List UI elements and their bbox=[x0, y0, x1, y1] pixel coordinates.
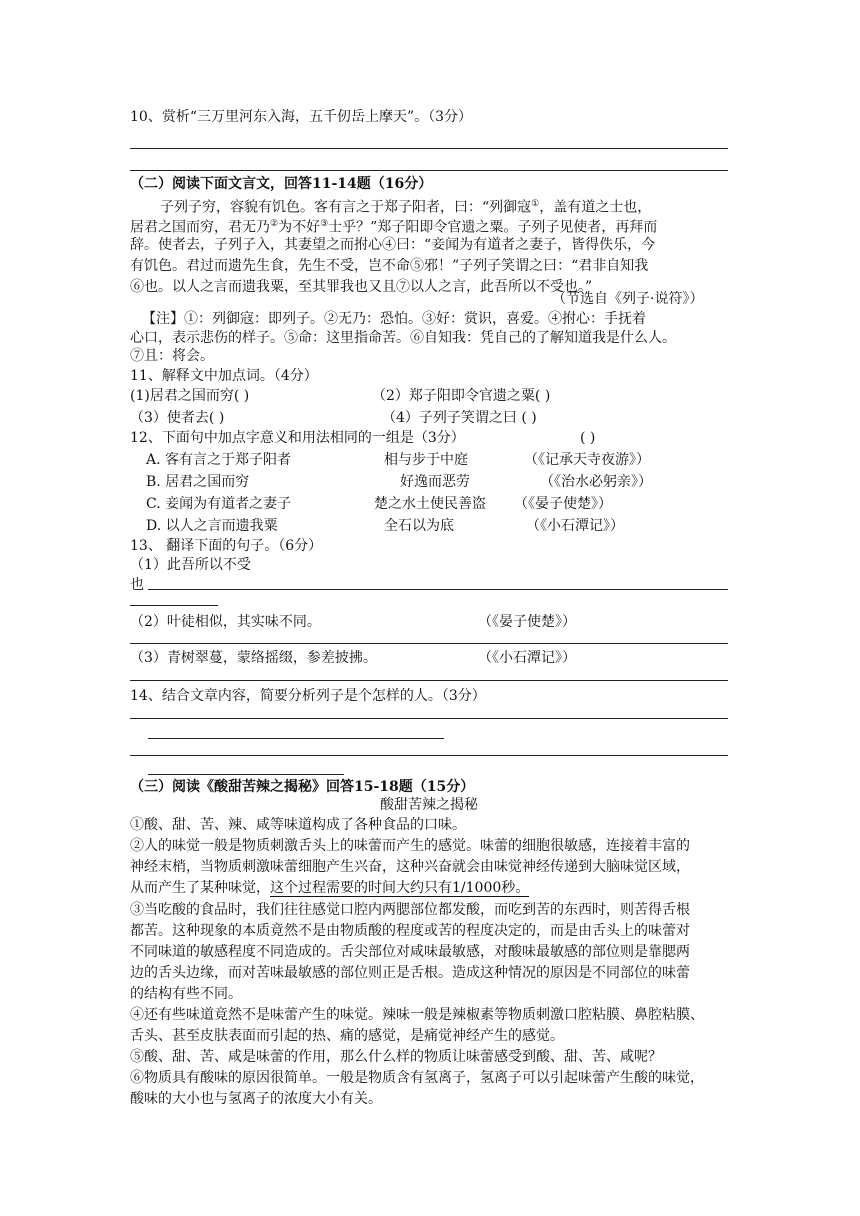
question-13-sentence-1: （1）此吾所以不受 bbox=[130, 557, 251, 573]
classical-text-line-3: 辞。使者去，子列子入，其妻望之而拊心④曰：“妾闻为有道者之妻子，皆得佚乐，今 bbox=[130, 237, 656, 253]
section-3-title: （三）阅读《酸甜苦辣之揭秘》回答15-18题（15分） bbox=[130, 779, 475, 795]
paragraph-3-line-2: 都苦。这种现象的本质竟然不是由物质酸的程度或苦的程度决定的，而是由舌头上的味蕾对 bbox=[130, 923, 690, 939]
paragraph-2-line-3: 从而产生了某种味觉，这个过程需要的时间大约只有1/1000秒。 bbox=[130, 880, 530, 896]
option-d-compare: 全石以为底 bbox=[384, 518, 454, 534]
classical-text-line-5: ⑥也。以人之言而遗我粟，至其罪我也又且⑦以人之言，此吾所以不受也。” bbox=[130, 279, 593, 295]
answer-line[interactable] bbox=[130, 148, 728, 149]
question-13-sentence-3-source: （《小石潭记》） bbox=[478, 650, 576, 666]
answer-line[interactable] bbox=[130, 680, 728, 681]
option-a-source: （《记承天寺夜游》） bbox=[524, 452, 650, 468]
answer-line[interactable] bbox=[130, 643, 728, 644]
question-13-title: 13、 翻译下面的句子。（6分） bbox=[130, 538, 323, 554]
question-12-title: 12、下面句中加点字意义和用法相同的一组是（3分） bbox=[130, 430, 465, 446]
option-a-compare: 相与步于中庭 bbox=[384, 452, 468, 468]
question-14: 14、结合文章内容，简要分析列子是个怎样的人。（3分） bbox=[130, 688, 486, 704]
classical-text-line-1: 子列子穷，容貌有饥色。客有言之于郑子阳者，曰：“列御寇①，盖有道之士也， bbox=[160, 199, 652, 216]
paragraph-4-line-1: ④还有些味道竟然不是味蕾产生的味觉。辣味一般是辣椒素等物质刺激口腔粘膜、鼻腔粘膜、 bbox=[130, 1007, 704, 1023]
article-title: 酸甜苦辣之揭秘 bbox=[380, 797, 478, 813]
paragraph-6-line-2: 酸味的大小也与氢离子的浓度大小有关。 bbox=[130, 1091, 382, 1107]
classical-text-line-4: 有饥色。君过而遗先生食，先生不受，岂不命⑤邪！”子列子笑谓之曰：“君非自知我 bbox=[130, 258, 649, 274]
paragraph-2-line-1: ②人的味觉一般是物质刺激舌头上的味蕾而产生的感觉。味蕾的细胞很敏感，连接着丰富的 bbox=[130, 838, 690, 854]
note-line-1: 【注】①：列御寇：即列子。②无乃：恐怕。③好：赏识，喜爱。④拊心：手抚着 bbox=[142, 311, 646, 327]
option-b: B. 居君之国而穷 bbox=[146, 474, 250, 490]
paragraph-4-line-2: 舌头、甚至皮肤表面而引起的热、痛的感觉，是痛觉神经产生的感觉。 bbox=[130, 1028, 564, 1044]
option-a: A. 客有言之于郑子阳者 bbox=[146, 452, 292, 468]
option-b-compare: 好逸而恶劳 bbox=[400, 474, 470, 490]
section-2-title: （二）阅读下面文言文，回答11-14题（16分） bbox=[130, 176, 433, 192]
answer-line[interactable] bbox=[148, 774, 344, 775]
question-10: 10、赏析“三万里河东入海，五千仞岳上摩天”。（3分） bbox=[130, 109, 473, 125]
option-b-source: （《治水必躬亲》） bbox=[540, 474, 652, 490]
classical-text-line-2: 居君之国而穷，君无乃②为不好③士乎？”郑子阳即令官遗之粟。子列子见使者，再拜而 bbox=[130, 219, 658, 236]
answer-line[interactable] bbox=[130, 718, 728, 719]
note-line-3: ⑦且：将会。 bbox=[130, 348, 214, 364]
question-11-item-2: （2）郑子阳即令官遗之粟( ) bbox=[372, 388, 551, 404]
option-d: D. 以人之言而遗我粟 bbox=[146, 518, 278, 534]
question-13-sentence-2-source: （《晏子使楚》） bbox=[478, 614, 576, 630]
question-13-sentence-1-end: 也 bbox=[130, 577, 144, 593]
question-13-sentence-2: （2）叶徒相似，其实味不同。 bbox=[130, 614, 321, 630]
paragraph-6-line-1: ⑥物质具有酸味的原因很简单。一般是物质含有氢离子，氢离子可以引起味蕾产生酸的味觉， bbox=[130, 1070, 704, 1086]
paragraph-1: ①酸、甜、苦、辣、咸等味道构成了各种食品的口味。 bbox=[130, 817, 466, 833]
question-11-item-3: （3）使者去( ) bbox=[130, 410, 225, 426]
option-c-source: （《晏子使楚》） bbox=[514, 496, 612, 512]
option-d-source: （《小石潭记》） bbox=[526, 518, 624, 534]
paragraph-3-line-1: ③当吃酸的食品时，我们往往感觉口腔内两腮部位都发酸，而吃到苦的东西时，则苦得舌根 bbox=[130, 902, 690, 918]
question-11-title: 11、解释文中加点词。（4分） bbox=[130, 368, 318, 384]
paragraph-2-line-2: 神经末梢，当物质刺激味蕾细胞产生兴奋，这种兴奋就会由味觉神经传递到大脑味觉区域， bbox=[130, 859, 690, 875]
question-11-item-1: (1)居君之国而穷( ) bbox=[130, 388, 250, 404]
paragraph-3-line-3: 不同味道的敏感程度不同造成的。舌尖部位对咸味最敏感，对酸味最敏感的部位则是靠腮两 bbox=[130, 944, 690, 960]
answer-line[interactable] bbox=[148, 589, 728, 590]
paragraph-3-line-4: 边的舌头边缘，而对苦味最敏感的部位则正是舌根。造成这种情况的原因是不同部位的味蕾 bbox=[130, 965, 690, 981]
option-c-compare: 楚之水土使民善盗 bbox=[374, 496, 486, 512]
answer-line[interactable] bbox=[130, 605, 218, 606]
paragraph-3-line-5: 的结构有些不同。 bbox=[130, 986, 242, 1002]
text-source: （节选自《列子·说符》） bbox=[552, 291, 704, 307]
paragraph-5: ⑤酸、甜、苦、咸是味蕾的作用，那么什么样的物质让味蕾感受到酸、甜、苦、咸呢？ bbox=[130, 1049, 662, 1065]
underlined-sentence: 这个过程需要的时间大约只有1/1000秒。 bbox=[270, 880, 530, 896]
question-11-item-4: （4）子列子笑谓之曰 ( ) bbox=[382, 410, 537, 426]
option-c: C. 妾闻为有道者之妻子 bbox=[146, 496, 292, 512]
answer-line[interactable] bbox=[148, 738, 444, 739]
question-12-answer-blank[interactable]: ( ) bbox=[580, 430, 596, 446]
answer-line[interactable] bbox=[130, 755, 728, 756]
answer-line[interactable] bbox=[130, 170, 728, 171]
note-line-2: 心口，表示悲伤的样子。⑤命：这里指命苦。⑥自知我：凭自己的了解知道我是什么人。 bbox=[130, 330, 676, 346]
question-13-sentence-3: （3）青树翠蔓，蒙络摇缀，参差披拂。 bbox=[130, 650, 377, 666]
